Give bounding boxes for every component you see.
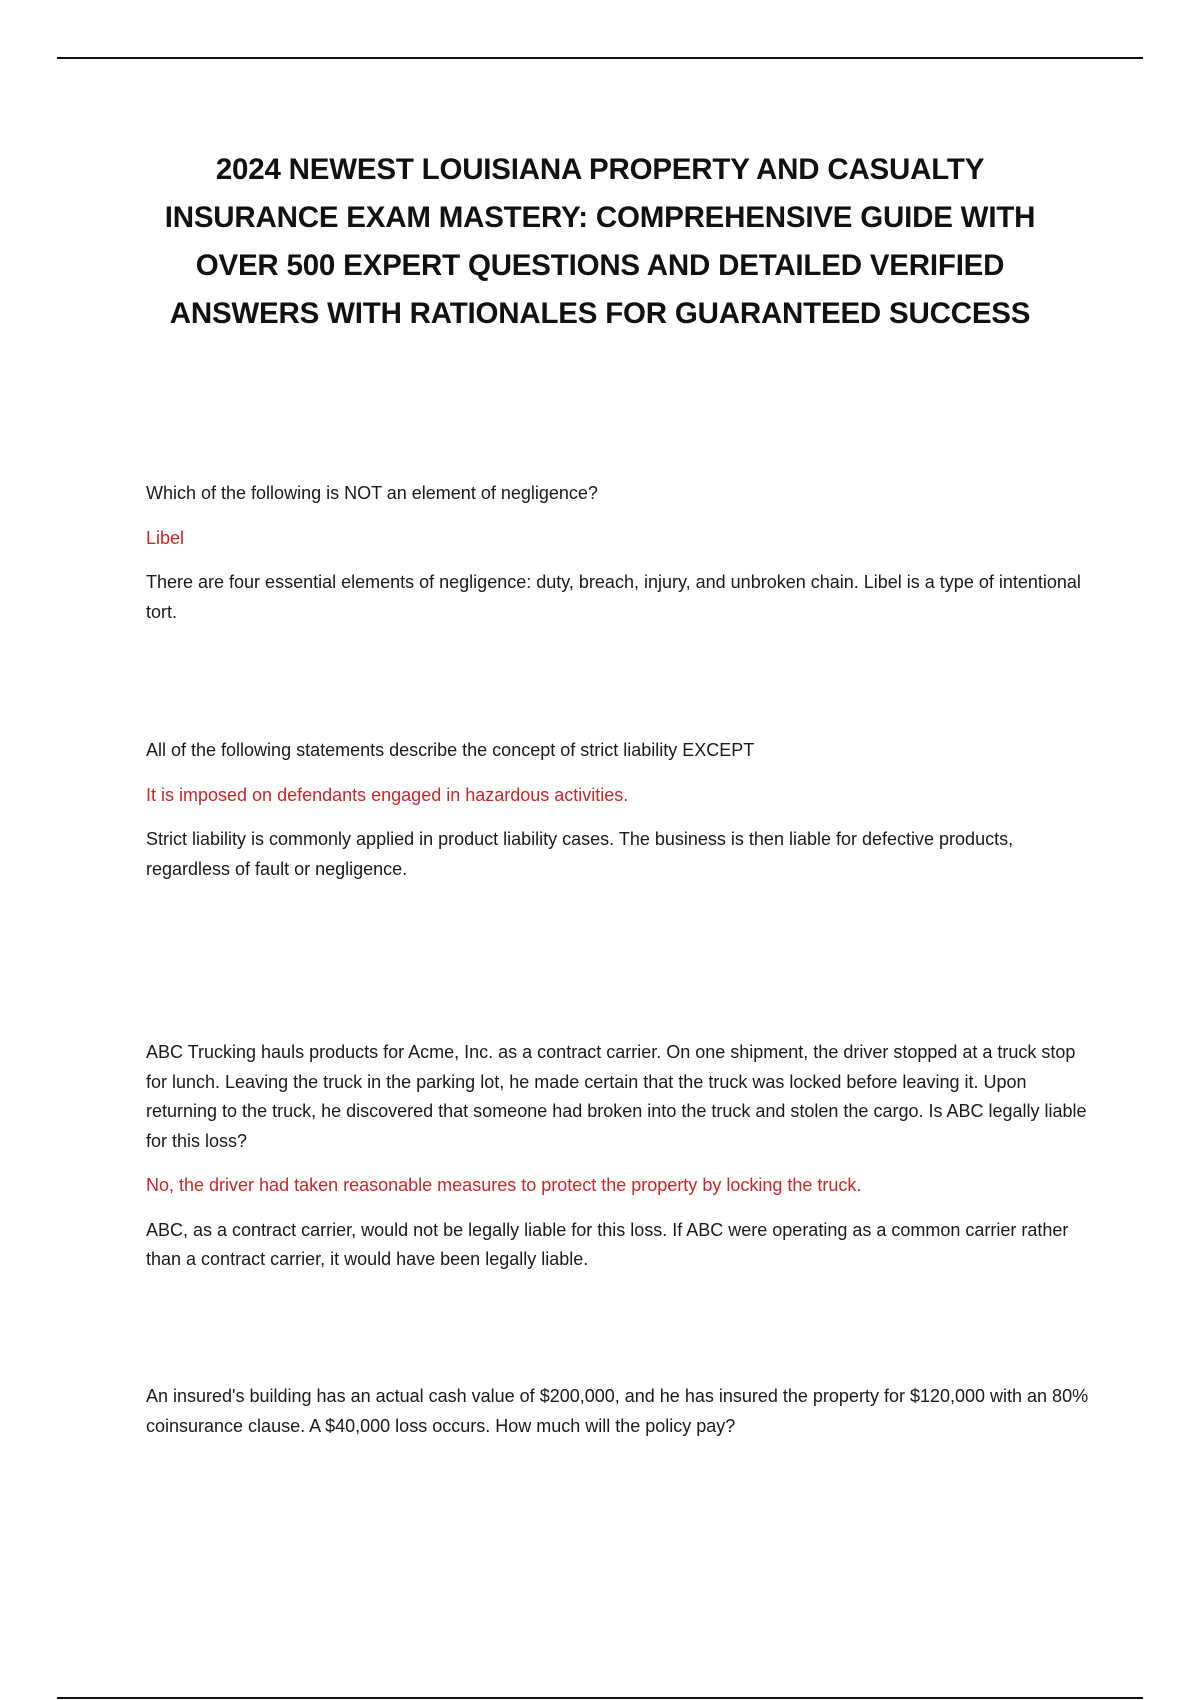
title-line-1: 2024 NEWEST LOUISIANA PROPERTY AND CASUALTY: [215, 153, 985, 186]
answer-text: No, the driver had taken reasonable measures to protect the property by locking the truck.: [146, 1175, 862, 1195]
answer-text: It is imposed on defendants engaged in hazardous activities.: [146, 784, 629, 805]
question-text: All of the following statements describe the concept of strict liability EXCEPT: [146, 740, 755, 760]
question-block-2: [146, 736, 1096, 884]
question-text: ABC Trucking hauls products for Acme, Inc. as a contract carrier. On one shipment, the driver stopped at a truck stop for lunch. Leaving the truck in the parking lot, he made certain that the truck was locked before leaving it. Upon returning to the truck, he discovered that someone had broken into the truck and stolen the cargo. Is ABC legally liable for this loss?: [146, 1042, 1087, 1151]
question-block-4: [146, 1382, 1096, 1441]
top-rule: [57, 57, 1143, 59]
rationale-text: ABC, as a contract carrier, would not be legally liable for this loss. If ABC were operating as a common carrier rather than a contract carrier, it would have been legally liable.: [146, 1219, 1069, 1269]
title-line-3: OVER 500 EXPERT QUESTIONS AND DETAILED VERIFIED: [195, 249, 1005, 282]
rationale-text: There are four essential elements of negligence: duty, breach, injury, and unbroken chain. Libel is a type of intentional tort.: [146, 572, 1081, 622]
question-text: An insured's building has an actual cash value of $200,000, and he has insured the property for $120,000 with an 80% coinsurance clause. A $40,000 loss occurs. How much will the policy pay?: [146, 1386, 1089, 1436]
question-block-3: [146, 1038, 1096, 1275]
title-line-4: ANSWERS WITH RATIONALES FOR GUARANTEED SUCCESS: [169, 297, 1031, 330]
question-block-1: [146, 479, 1096, 627]
answer-text: Libel: [146, 527, 185, 548]
bottom-rule: [57, 1697, 1143, 1699]
rationale-text: Strict liability is commonly applied in product liability cases. The business is then liable for defective products, regardless of fault or negligence.: [146, 829, 1014, 879]
title-line-2: INSURANCE EXAM MASTERY: COMPREHENSIVE GUIDE WITH: [164, 201, 1036, 234]
document-title: [100, 146, 1100, 338]
question-text: Which of the following is NOT an element of negligence?: [146, 483, 598, 503]
